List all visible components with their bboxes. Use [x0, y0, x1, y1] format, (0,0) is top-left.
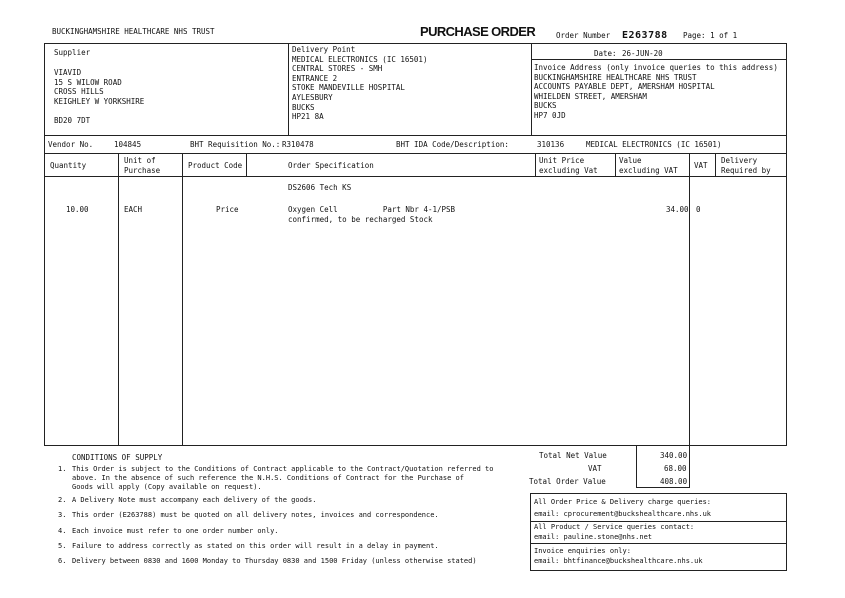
column-header-quantity: Quantity: [50, 161, 87, 170]
delivery-line: ENTRANCE 2: [292, 73, 338, 83]
row-product-code: Price: [216, 205, 239, 214]
invoice-line: ACCOUNTS PAYABLE DEPT, AMERSHAM HOSPITAL: [534, 82, 715, 92]
delivery-point: [292, 45, 427, 122]
row-vat: 0: [696, 205, 701, 214]
delivery-line: STOKE MANDEVILLE HOSPITAL: [292, 83, 405, 93]
column-header-unit-line: Unit of: [124, 156, 156, 165]
invoice-queries: [534, 547, 703, 566]
invoice-line: WHIELDEN STREET, AMERSHAM: [534, 91, 647, 101]
condition-text: Delivery between 0830 and 1600 Monday to Thursday 0830 and 1500 Friday (unless otherwise stated): [72, 556, 477, 565]
conditions-list: [58, 465, 493, 566]
supplier-line: KEIGHLEY W YORKSHIRE: [54, 96, 145, 106]
column-header-value-line: Value: [619, 156, 642, 165]
total-order-value: 408.00: [660, 477, 688, 486]
row-value: 34.00: [666, 205, 689, 214]
condition-item: [58, 465, 493, 493]
delivery-line: HP21 8A: [292, 112, 324, 122]
row-spec-line: confirmed, to be recharged Stock: [288, 215, 433, 224]
condition-number: 3.: [58, 511, 67, 520]
invoice-queries-label: Invoice enquiries only:: [534, 547, 631, 555]
supplier-address: [54, 68, 144, 126]
delivery-line: MEDICAL ELECTRONICS (IC 16501): [292, 54, 428, 64]
condition-text: Failure to address correctly as stated on this order will result in a delay in payment.: [72, 541, 439, 550]
invoice-label: Invoice Address (only invoice queries to this address): [534, 63, 778, 72]
trust-name: BUCKINGHAMSHIRE HEALTHCARE NHS TRUST: [52, 27, 215, 36]
order-date: 26-JUN-20: [622, 49, 663, 58]
invoice-line: HP7 0JD: [534, 110, 566, 120]
invoice-address: [534, 63, 778, 121]
supplier-label: Supplier: [54, 48, 91, 57]
vendor-no-label: Vendor No.: [48, 140, 94, 149]
row-quantity: 10.00: [66, 205, 89, 214]
delivery-label: Delivery Point: [292, 45, 356, 54]
product-queries-label: All Product / Service queries contact:: [534, 523, 695, 531]
condition-text: Each invoice must refer to one order number only.: [72, 526, 279, 535]
condition-line: above. In the absence of such reference the N.H.S. Conditions of Contract for the Purchase of: [72, 474, 464, 483]
condition-number: 4.: [58, 526, 67, 535]
condition-number: 5.: [58, 541, 67, 550]
condition-item: [58, 511, 493, 520]
condition-item: [58, 527, 493, 536]
condition-line: Goods will apply (Copy available on request).: [72, 483, 262, 492]
order-queries: [534, 498, 711, 519]
order-number-label: Order Number: [556, 31, 611, 40]
product-queries-email[interactable]: email: pauline.stone@nhs.net: [534, 532, 653, 541]
supplier-line: BD20 7DT: [54, 115, 91, 125]
supplier-line: CROSS HILLS: [54, 87, 104, 97]
ida-code: 310136: [537, 140, 565, 149]
product-queries: [534, 523, 694, 542]
invoice-queries-email[interactable]: email: bhtfinance@buckshealthcare.nhs.uk: [534, 556, 703, 565]
condition-text: A Delivery Note must accompany each delivery of the goods.: [72, 496, 317, 505]
condition-text: [72, 465, 493, 493]
document-title: PURCHASE ORDER: [420, 24, 536, 39]
page-count: Page: 1 of 1: [683, 31, 738, 40]
delivery-line: CENTRAL STORES - SMH: [292, 64, 383, 74]
delivery-line: BUCKS: [292, 102, 315, 112]
vendor-no: 104845: [114, 140, 142, 149]
supplier-line: VIAVID: [54, 68, 82, 77]
column-header-unit-price-line: excluding Vat: [539, 165, 598, 175]
invoice-line: BUCKINGHAMSHIRE HEALTHCARE NHS TRUST: [534, 72, 697, 82]
condition-line: This Order is subject to the Conditions of Contract applicable to the Contract/Quotation referred to: [72, 465, 494, 473]
invoice-line: BUCKS: [534, 101, 557, 111]
condition-item: [58, 542, 493, 551]
ida-description: MEDICAL ELECTRONICS (IC 16501): [586, 140, 722, 149]
total-net-value: 340.00: [660, 451, 688, 460]
condition-text: This order (E263788) must be quoted on all delivery notes, invoices and correspondence.: [72, 511, 439, 520]
order-number: E263788: [622, 30, 668, 41]
condition-item: [58, 496, 493, 505]
column-header-delivery-line: Required by: [721, 165, 771, 175]
supplier-line: 15 S WILOW ROAD: [54, 77, 122, 87]
ida-code-label: BHT IDA Code/Description:: [396, 140, 509, 149]
order-queries-email[interactable]: email: cprocurement@buckshealthcare.nhs.uk: [534, 509, 712, 518]
column-header-product-code: Product Code: [188, 161, 243, 170]
order-queries-label: All Order Price & Delivery charge queries:: [534, 498, 712, 506]
requisition-number: R310478: [282, 140, 314, 149]
conditions-title: CONDITIONS OF SUPPLY: [72, 453, 163, 462]
total-order-label: Total Order Value: [529, 477, 606, 486]
column-header-value: [619, 156, 678, 175]
condition-number: 6.: [58, 556, 67, 565]
column-header-delivery: [721, 156, 771, 175]
column-header-unit-line: Purchase: [124, 165, 161, 175]
column-header-unit: [124, 156, 160, 175]
date-label: Date:: [594, 49, 617, 58]
column-header-delivery-line: Delivery: [721, 156, 758, 165]
column-header-value-line: excluding VAT: [619, 165, 678, 175]
vat-value: 68.00: [664, 464, 687, 473]
column-header-unit-price-line: Unit Price: [539, 156, 585, 165]
supplier-line: [54, 106, 144, 116]
row-spec-line: Oxygen Cell Part Nbr 4-1/PSB: [288, 205, 456, 214]
condition-number: 2.: [58, 496, 67, 505]
condition-number: 1.: [58, 465, 67, 473]
header-note: DS2606 Tech KS: [288, 183, 352, 192]
row-unit: EACH: [124, 205, 143, 214]
delivery-line: AYLESBURY: [292, 92, 333, 102]
requisition-label: BHT Requisition No.:: [190, 140, 281, 149]
vat-label: VAT: [588, 464, 602, 473]
column-header-specification: Order Specification: [288, 161, 374, 170]
column-header-vat: VAT: [694, 161, 708, 170]
condition-item: [58, 557, 493, 566]
column-header-unit-price: [539, 156, 598, 175]
total-net-label: Total Net Value: [539, 451, 607, 460]
